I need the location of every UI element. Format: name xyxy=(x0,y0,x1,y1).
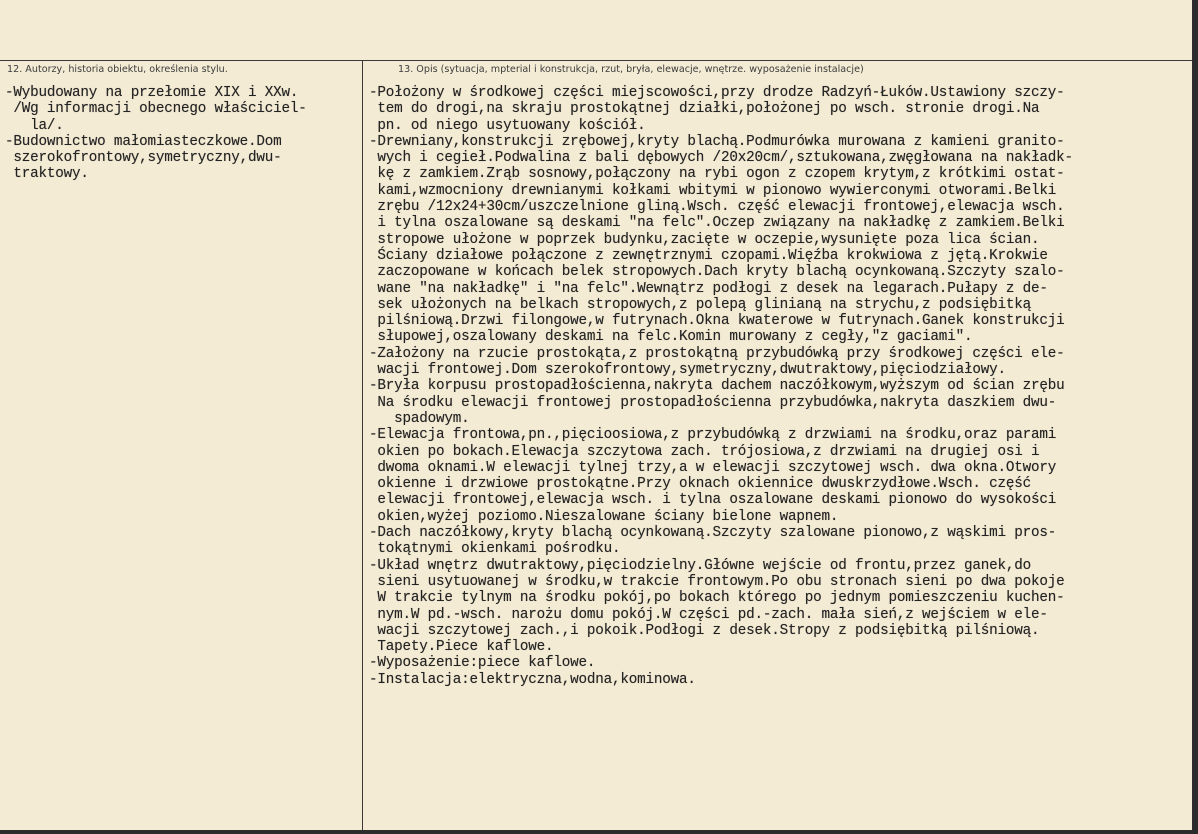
left-column-line: szerokofrontowy,symetryczny,dwu- xyxy=(5,150,282,167)
right-column-line: tem do drogi,na skraju prostokątnej działki,położonej po wsch. stronie drogi.Na xyxy=(369,101,1040,118)
right-column-line: sieni usytuowanej w środku,w trakcie frontowym.Po obu stronach sieni po dwa pokoje xyxy=(369,573,1065,590)
left-column-line: /Wg informacji obecnego właściciel- xyxy=(5,101,307,118)
right-column-line: Na środku elewacji frontowej prostopadłościenna przybudówka,nakryta daszkiem dwu- xyxy=(369,394,1057,411)
right-column-line: -Elewacja frontowa,pn.,pięcioosiowa,z przybudówką z drzwiami na środku,oraz parami xyxy=(369,427,1057,444)
right-column-line: słupowej,oszalowany deskami na felc.Komin murowany z cegły,"z gaciami". xyxy=(369,329,973,346)
left-column-line: -Wybudowany na przełomie XIX i XXw. xyxy=(5,85,299,101)
left-column-line: traktowy. xyxy=(5,166,89,183)
description-text xyxy=(369,85,1191,688)
right-column-line: tokątnymi okienkami pośrodku. xyxy=(369,541,621,558)
right-column-line: Ściany działowe połączone z zewnętrznymi czopami.Więźba krokwiowa z jętą.Krokwie xyxy=(369,247,1048,264)
right-column-line: pilśniową.Drzwi filongowe,w futrynach.Okna kwaterowe w futrynach.Ganek konstrukcji xyxy=(369,313,1065,330)
right-column-line: -Położony w środkowej części miejscowości,przy drodze Radzyń-Łuków.Ustawiony szczy- xyxy=(369,85,1065,101)
right-column-line: wacji szczytowej zach.,i pokoik.Podłogi z desek.Stropy z podsiębitką pilśniową. xyxy=(369,622,1040,639)
authors-history-text xyxy=(5,85,361,183)
column-divider xyxy=(362,60,363,830)
right-column-line: -Bryła korpusu prostopadłościenna,nakryta dachem naczółkowym,wyższym od ścian zrębu xyxy=(369,378,1065,395)
right-column-line: wych i cegieł.Podwalina z bali dębowych /20x20cm/,sztukowana,zwęgłowana na nakładk- xyxy=(369,150,1073,167)
right-column-line: W trakcie tylnym na środku pokój,po bokach którego po jednym pomieszczeniu kuchen- xyxy=(369,590,1065,607)
right-column-line: dwoma oknami.W elewacji tylnej trzy,a w elewacji szczytowej wsch. dwa okna.Otwory xyxy=(369,459,1057,476)
right-column-line: Tapety.Piece kaflowe. xyxy=(369,639,554,656)
right-column-line: kami,wzmocniony drewnianymi kołkami wbitymi w pionowo wywierconymi otworami.Belki xyxy=(369,182,1057,199)
right-column-line: zaczopowane w końcach belek stropowych.Dach kryty blachą ocynkowaną.Szczyty szalo- xyxy=(369,264,1065,281)
section-13-heading: 13. Opis (sytuacja, mpterial i konstrukcja, rzut, bryła, elewacje, wnętrze. wyposażenie instalacje) xyxy=(398,64,864,75)
right-column-line: -Założony na rzucie prostokąta,z prostokątną przybudówką przy środkowej części ele- xyxy=(369,345,1065,362)
right-column-line: -Układ wnętrz dwutraktowy,pięciodzielny.Główne wejście od frontu,przez ganek,do xyxy=(369,557,1031,574)
right-column-line: -Dach naczółkowy,kryty blachą ocynkowaną.Szczyty szalowane pionowo,z wąskimi pros- xyxy=(369,525,1057,542)
right-column-line: elewacji frontowej,elewacja wsch. i tylna oszalowane deskami pionowo do wysokości xyxy=(369,492,1057,509)
left-column-line: -Budownictwo małomiasteczkowe.Dom xyxy=(5,133,282,150)
header-divider xyxy=(0,60,1192,61)
right-column-line: zrębu /12x24+30cm/uszczelnione gliną.Wsch. część elewacji frontowej,elewacja wsch. xyxy=(369,199,1065,216)
right-column-line: -Instalacja:elektryczna,wodna,kominowa. xyxy=(369,671,696,688)
right-column-line: okien,wyżej poziomo.Nieszalowane ściany bielone wapnem. xyxy=(369,508,839,525)
right-column-line: pn. od niego usytuowany kościół. xyxy=(369,117,646,134)
right-column-line: nym.W pd.-wsch. narożu domu pokój.W części pd.-zach. mała sień,z wejściem w ele- xyxy=(369,606,1048,623)
right-column-line: -Wyposażenie:piece kaflowe. xyxy=(369,655,596,672)
right-column-line: spadowym. xyxy=(369,410,470,427)
left-column-line: la/. xyxy=(5,117,64,134)
right-column-line: wacji frontowej.Dom szerokofrontowy,symetryczny,dwutraktowy,pięciodziałowy. xyxy=(369,362,1006,379)
right-column-line: okien po bokach.Elewacja szczytowa zach. trójosiowa,z drzwiami na drugiej osi i xyxy=(369,443,1040,460)
right-column-line: -Drewniany,konstrukcji zrębowej,kryty blachą.Podmurówka murowana z kamieni granito- xyxy=(369,133,1065,150)
right-column-line: okienne i drzwiowe prostokątne.Przy oknach okiennice dwuskrzydłowe.Wsch. część xyxy=(369,476,1031,493)
right-column-line: sek ułożonych na belkach stropowych,z polepą glinianą na strychu,z podsiębitką xyxy=(369,296,1031,313)
right-column-line: i tylna oszalowane są deskami "na felc".Oczep związany na nakładkę z zamkiem.Belki xyxy=(369,215,1065,232)
right-column-line: wane "na nakładkę" i "na felc".Wewnątrz podłogi z desek na legarach.Pułapy z de- xyxy=(369,280,1048,297)
section-12-heading: 12. Autorzy, historia obiektu, określenia stylu. xyxy=(7,64,228,75)
right-column-line: stropowe ułożone w poprzek budynku,zacięte w oczepie,wysunięte poza lica ścian. xyxy=(369,231,1040,248)
right-column-line: kę z zamkiem.Zrąb sosnowy,połączony na rybi ogon z czopem krytym,z krótkimi ostat- xyxy=(369,166,1065,183)
